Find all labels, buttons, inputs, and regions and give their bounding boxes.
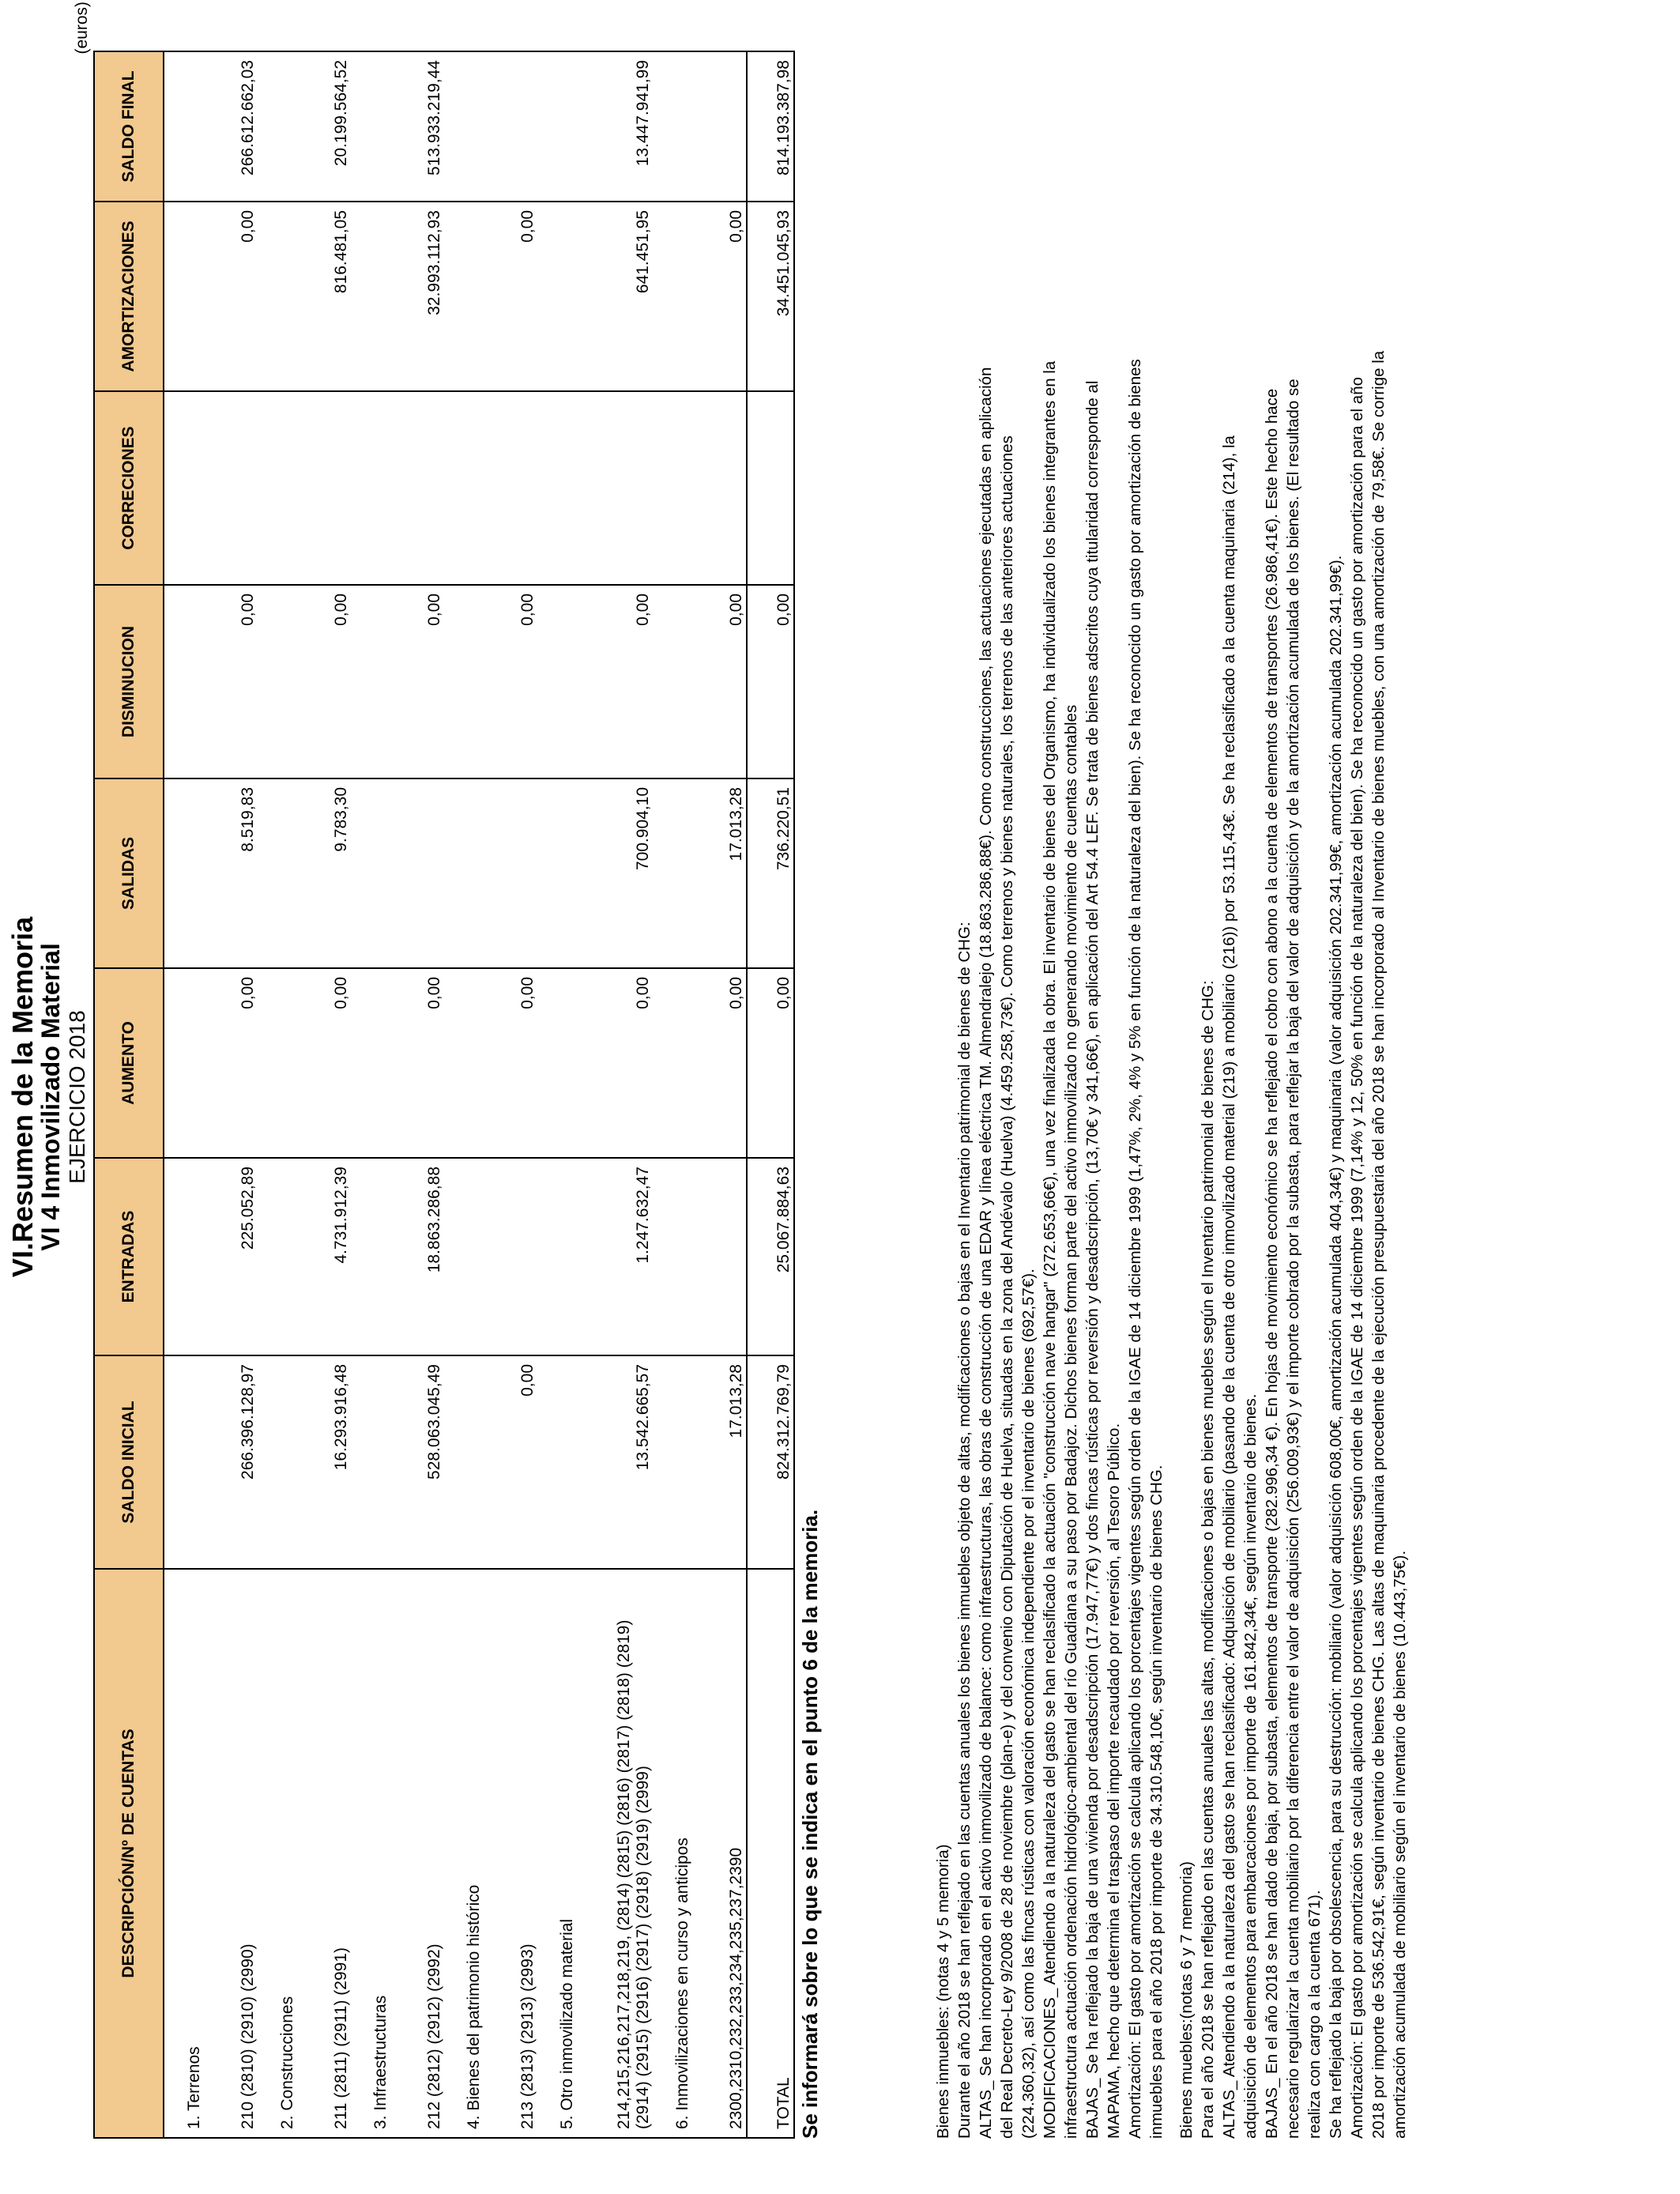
row-description: 214,215,216,217,218,219, (2814) (2815) (2816) (2817) (2818) (2819) (2914) (2915) (2916) (2917) (2918) (2919) (2999) (577, 1569, 653, 2138)
cell-value (537, 778, 577, 968)
paragraph-line: Durante el año 2018 se han reflejado en las cuentas anuales los bienes inmuebles objeto de altas, modificaciones o bajas en el Inventario patrimonial de bienes de CHG: (955, 922, 974, 2139)
cell-value: 16.293.916,48 (297, 1355, 351, 1569)
unit-label: (euros) (73, 2, 91, 55)
cell-value (164, 1355, 204, 1569)
memoria-note: Se informará sobre lo que se indica en el punto 6 de la memoria. (798, 1509, 822, 2139)
paragraph-line: Bienes muebles:(notas 6 y 7 memoria) (1177, 1861, 1196, 2139)
paragraph-line: BAJAS_ En el año 2018 se han dado de baja, por subasta, elementos de transporte (282.996,34 €). En hojas de movimiento económico se ha reflejado el cobro con abono a la cuenta de elementos de transportes (26.986,41€). Este hecho hace (1263, 388, 1281, 2139)
cell-value: 0,00 (747, 968, 794, 1158)
cell-value (444, 778, 484, 968)
paragraph-line: del Real Decreto-Ley 9/2008 de 28 de noviembre (plan-e) y del convenio con Diputación de Huelva, situadas en la zona del Andévalo (Huelva) (4.459.258,73€). Como terrenos y bienes naturales, los terrenos de las anteriores actuaciones (998, 435, 1016, 2139)
cell-value (444, 391, 484, 585)
cell-value (537, 51, 577, 202)
table-body (164, 51, 794, 2138)
cell-value (653, 51, 692, 202)
title-line-1: VI.Resumen de la Memoria (6, 916, 39, 1278)
cell-value: 225.052,89 (204, 1158, 258, 1355)
cell-value: 0,00 (484, 585, 537, 778)
total-row (747, 51, 794, 2138)
paragraph-line: Bienes inmuebles: (notas 4 y 5 memoria) (934, 1844, 952, 2139)
paragraph-line: ALTAS_ Se han incorporado en el activo inmovilizado de balance: como infraestructuras, las obras de construcción de una EDAR y línea eléctrica TM. Almendralejo (18.863.286,88€). Como construcciones, las actuaciones ejecutadas en aplicación (977, 367, 995, 2139)
cell-value: 0,00 (297, 968, 351, 1158)
paragraph-line: Amortización: El gasto por amortización se calcula aplicando los porcentajes vigentes según orden de la IGAE de 14 diciembre 1999 (7,14% y 12, 50% en función de la naturaleza del bien). Se ha reconocido un gasto por amortización para el año (1348, 376, 1366, 2139)
cell-value (747, 391, 794, 585)
cell-value: 1.247.632,47 (577, 1158, 653, 1355)
cell-value: 0,00 (692, 585, 747, 778)
table-row (204, 51, 258, 2138)
title-line-3: EJERCICIO 2018 (65, 1010, 89, 1184)
cell-value (484, 1158, 537, 1355)
cell-value (164, 391, 204, 585)
table-row (484, 51, 537, 2138)
cell-value (537, 585, 577, 778)
paragraph-line: necesario regularizar la cuenta mobiliario por la diferencia entre el valor de adquisición (256.009,93€) y el importe cobrado por la subasta, para reflejar la baja del valor de adquisición y de la amortización acumulada de los bienes. (El resultado se (1284, 379, 1302, 2139)
cell-value: 0,00 (297, 585, 351, 778)
table-row (390, 51, 444, 2138)
cell-value: 0,00 (692, 202, 747, 391)
cell-value (164, 202, 204, 391)
paragraph-line: Para el año 2018 se han reflejado en las cuentas anuales las altas, modificaciones o bajas en bienes muebles según el Inventario patrimonial de bienes de CHG: (1199, 980, 1217, 2139)
row-description: 213 (2813) (2913) (2993) (484, 1569, 537, 2138)
col-header: AUMENTO (94, 968, 164, 1158)
cell-value: 32.993.112,93 (390, 202, 444, 391)
col-header: SALDO FINAL (94, 51, 164, 202)
cell-value (164, 51, 204, 202)
cell-value (444, 51, 484, 202)
cell-value (164, 968, 204, 1158)
cell-value (258, 1158, 297, 1355)
cell-value (653, 391, 692, 585)
paragraph-line: (224.360,32), así como las fincas rústicas con valoración económica independiente por el inventario de bienes (692,57€). (1019, 1269, 1038, 2139)
row-description: 1. Terrenos (164, 1569, 204, 2138)
cell-value (444, 1355, 484, 1569)
cell-value: 816.481,05 (297, 202, 351, 391)
cell-value: 8.519,83 (204, 778, 258, 968)
row-description: 2300,2310,232,233,234,235,237,2390 (692, 1569, 747, 2138)
cell-value: 0,00 (577, 585, 653, 778)
col-header: ENTRADAS (94, 1158, 164, 1355)
cell-value (444, 1158, 484, 1355)
paragraph-line: 2018 por importe de 536.542,91€, según inventario de bienes CHG. Las altas de maquinaria procedente de la ejecución presupuestaria del año 2018 se han incorporado al Inventario de bienes muebles, con una amortización de 79,58€. Se corrige la (1369, 350, 1388, 2139)
cell-value (692, 391, 747, 585)
paragraph-line: MODIFICACIONES_ Atendiendo a la naturaleza del gasto se han reclasificado la actuación "construcción nave hangar" (272.653,66€), una vez finalizada la obra. El inventario de bienes del Organismo, ha individualizado los bienes integrantes en la (1041, 360, 1059, 2139)
cell-value (444, 968, 484, 1158)
cell-value: 34.451.045,93 (747, 202, 794, 391)
cell-value (444, 585, 484, 778)
cell-value (653, 778, 692, 968)
cell-value (653, 202, 692, 391)
cell-value (351, 778, 390, 968)
col-header: CORRECIONES (94, 391, 164, 585)
cell-value: 13.542.665,57 (577, 1355, 653, 1569)
cell-value: 736.220,51 (747, 778, 794, 968)
row-description: 4. Bienes del patrimonio histórico (444, 1569, 484, 2138)
table-header-row (94, 51, 164, 2138)
cell-value: 20.199.564,52 (297, 51, 351, 202)
group-header-row (537, 51, 577, 2138)
cell-value: 0,00 (484, 968, 537, 1158)
paragraph-line: realiza con cargo a la cuenta 671). (1305, 1890, 1324, 2139)
paragraph-line: infraestructura actuación ordenación hidrológico-ambiental del río Guadiana a su paso por Badajoz. Dichos bienes forman parte del activo inmovilizado no generando movimiento de cuentas contables (1062, 704, 1080, 2139)
cell-value (484, 51, 537, 202)
row-description: TOTAL (747, 1569, 794, 2138)
paragraph-line: Amortización: El gasto por amortización se calcula aplicando los porcentajes vigentes según orden de la IGAE de 14 diciembre 1999 (1,47%, 2%, 4% y 5% en función de la naturaleza del bien). Se ha reconocido un gasto por amortización de bienes (1126, 359, 1144, 2139)
cell-value: 0,00 (204, 968, 258, 1158)
cell-value: 0,00 (577, 968, 653, 1158)
cell-value (351, 1355, 390, 1569)
inmovilizado-table (93, 51, 795, 2139)
cell-value (258, 51, 297, 202)
col-header: SALIDAS (94, 778, 164, 968)
cell-value: 0,00 (747, 585, 794, 778)
table-row (692, 51, 747, 2138)
cell-value (258, 778, 297, 968)
cell-value (351, 391, 390, 585)
cell-value (537, 968, 577, 1158)
cell-value (258, 391, 297, 585)
cell-value: 266.612.662,03 (204, 51, 258, 202)
cell-value: 266.396.128,97 (204, 1355, 258, 1569)
cell-value (390, 778, 444, 968)
cell-value: 13.447.941,99 (577, 51, 653, 202)
cell-value (164, 585, 204, 778)
cell-value: 25.067.884,63 (747, 1158, 794, 1355)
paragraph-line: adquisición de elementos para embarcaciones por importe de 161.842,34€, según inventario de bienes. (1241, 1393, 1260, 2139)
cell-value: 17.013,28 (692, 1355, 747, 1569)
group-header-row (258, 51, 297, 2138)
cell-value (351, 202, 390, 391)
col-header: DISMINUCION (94, 585, 164, 778)
row-description: 2. Construcciones (258, 1569, 297, 2138)
col-header: AMORTIZACIONES (94, 202, 164, 391)
paragraph-line: amortización acumulada de mobiliario según el inventario de bienes (10.443,75€). (1391, 1550, 1409, 2139)
cell-value: 528.063.045,49 (390, 1355, 444, 1569)
cell-value (204, 391, 258, 585)
col-header: DESCRIPCIÓN/Nº DE CUENTAS (94, 1569, 164, 2138)
cell-value: 814.193.387,98 (747, 51, 794, 202)
cell-value (351, 1158, 390, 1355)
cell-value (484, 778, 537, 968)
cell-value: 9.783,30 (297, 778, 351, 968)
cell-value: 824.312.769,79 (747, 1355, 794, 1569)
paragraph-line: BAJAS_ Se ha reflejado la baja de una vivienda por desadscripción (17.947,77€) y dos fincas rústicas por reversión y desadscripción, (13,70€ y 341,66€), en aplicación del Art 54.4 LEF. Se trata de bienes adscritos cuya titularidad corresponde al (1083, 380, 1102, 2139)
cell-value (537, 202, 577, 391)
row-description: 211 (2811) (2911) (2991) (297, 1569, 351, 2138)
cell-value: 0,00 (390, 968, 444, 1158)
cell-value (297, 391, 351, 585)
table-row (577, 51, 653, 2138)
col-header: SALDO INICIAL (94, 1355, 164, 1569)
group-header-row (351, 51, 390, 2138)
cell-value: 17.013,28 (692, 778, 747, 968)
row-description: 5. Otro inmovilizado material (537, 1569, 577, 2138)
row-description: 3. Infraestructuras (351, 1569, 390, 2138)
paragraph-line: MAPAMA, hecho que determina el traspaso del importe recaudado por reversión, al Tesoro Público. (1105, 1423, 1123, 2139)
paragraph-line: ALTAS_ Atendiendo a la naturaleza del gasto se han reclasificado: Adquisición de mobiliario (pasando de la cuenta de otro inmovilizado material (219) a mobiliario (216)) por 53.115,43€. Se ha reclasificado a la cuenta maquinaria (214), la (1220, 435, 1238, 2139)
cell-value (444, 202, 484, 391)
cell-value (258, 1355, 297, 1569)
cell-value: 0,00 (484, 1355, 537, 1569)
cell-value (653, 968, 692, 1158)
cell-value: 513.933.219,44 (390, 51, 444, 202)
cell-value (351, 585, 390, 778)
cell-value (692, 1158, 747, 1355)
bienes-muebles-text (1176, 28, 1411, 2139)
cell-value: 0,00 (204, 585, 258, 778)
cell-value: 18.863.286,88 (390, 1158, 444, 1355)
cell-value (484, 391, 537, 585)
cell-value (164, 778, 204, 968)
cell-value (164, 1158, 204, 1355)
cell-value: 0,00 (692, 968, 747, 1158)
cell-value: 641.451,95 (577, 202, 653, 391)
paragraph-line: Se ha reflejado la baja por obsolescencia, para su destrucción: mobiliario (valor adquisición 608,00€, amortización acumulada 404,34€) y maquinaria (valor adquisición 202.341,99€, amortización acumulada 202.341,99€). (1327, 555, 1345, 2139)
group-header-row (653, 51, 692, 2138)
cell-value (258, 968, 297, 1158)
cell-value (577, 391, 653, 585)
row-description: 212 (2812) (2912) (2992) (390, 1569, 444, 2138)
table-row (297, 51, 351, 2138)
cell-value (351, 51, 390, 202)
cell-value (537, 391, 577, 585)
cell-value: 0,00 (204, 202, 258, 391)
group-header-row (444, 51, 484, 2138)
paragraph-line: inmuebles para el año 2018 por importe de 34.310.548,10€, según inventario de bienes CHG. (1147, 1465, 1166, 2139)
cell-value (692, 51, 747, 202)
cell-value: 0,00 (390, 585, 444, 778)
title-line-2: VI 4 Inmovilizado Material (36, 943, 65, 1251)
cell-value (258, 585, 297, 778)
group-header-row (164, 51, 204, 2138)
cell-value (537, 1158, 577, 1355)
cell-value: 700.904,10 (577, 778, 653, 968)
cell-value (653, 1355, 692, 1569)
bienes-inmuebles-text (932, 28, 1167, 2139)
row-description: 6. Inmovilizaciones en curso y anticipos (653, 1569, 692, 2138)
cell-value (653, 1158, 692, 1355)
cell-value (390, 391, 444, 585)
cell-value (537, 1355, 577, 1569)
cell-value (258, 202, 297, 391)
cell-value: 4.731.912,39 (297, 1158, 351, 1355)
row-description: 210 (2810) (2910) (2990) (204, 1569, 258, 2138)
cell-value (653, 585, 692, 778)
cell-value (351, 968, 390, 1158)
cell-value: 0,00 (484, 202, 537, 391)
